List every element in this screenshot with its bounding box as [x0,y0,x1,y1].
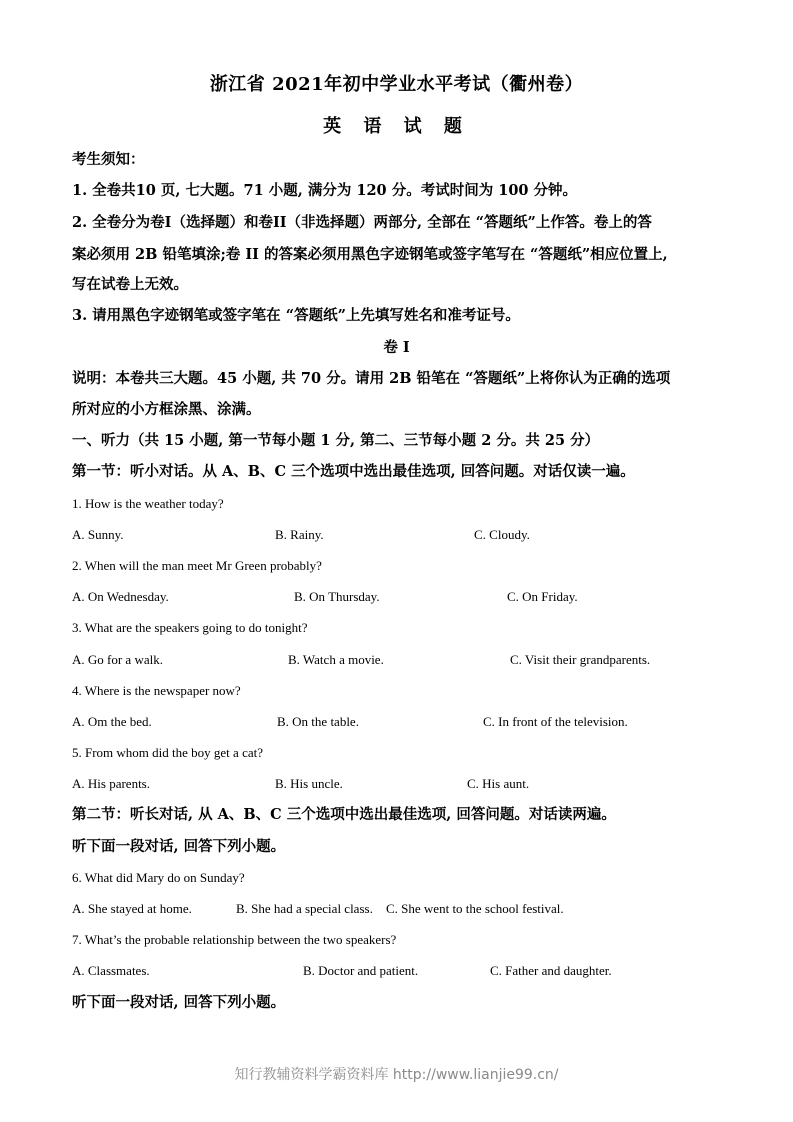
part1-heading: 第一节：听小对话。从 A、B、C 三个选项中选出最佳选项, 回答问题。对话仅读一遍。 [72,463,635,480]
listen-instruction: 听下面一段对话, 回答下列小题。 [72,838,286,855]
exam-subtitle: 英 语 试 题 [323,116,470,137]
question-1: 1. How is the weather today? [72,496,224,511]
q4-option-a: A. Om the bed. [72,714,152,729]
volume-desc-1: 说明：本卷共三大题。45 小题, 共 70 分。请用 2B 铅笔在 “答题纸”上将你认为正确的选项 [72,370,671,387]
q2-option-c: C. On Friday. [507,589,578,604]
notice-heading: 考生须知： [72,151,145,168]
q6-option-c: C. She went to the school festival. [386,901,564,916]
volume-desc-2: 所对应的小方框涂黑、涂满。 [72,401,261,418]
question-4: 4. Where is the newspaper now? [72,683,241,698]
q5-option-a: A. His parents. [72,776,150,791]
q3-option-c: C. Visit their grandparents. [510,652,651,667]
notice-line-2: 2. 全卷分为卷I（选择题）和卷II（非选择题）两部分, 全部在 “答题纸”上作答。卷上的答 [72,214,652,231]
q6-option-a: A. She stayed at home. [72,901,192,916]
q1-option-c: C. Cloudy. [474,527,530,542]
question-6: 6. What did Mary do on Sunday? [72,870,245,885]
q5-option-b: B. His uncle. [275,776,343,791]
notice-line-4: 写在试卷上无效。 [72,276,188,293]
notice-line-1: 1. 全卷共10 页, 七大题。71 小题, 满分为 120 分。考试时间为 100 分钟。 [72,182,578,199]
notice-line-5: 3. 请用黑色字迹钢笔或签字笔在 “答题纸”上先填写姓名和准考证号。 [72,307,520,324]
listen-instruction-2: 听下面一段对话, 回答下列小题。 [72,994,286,1011]
q4-option-c: C. In front of the television. [483,714,628,729]
footer-watermark: 知行教辅资料学霸资料库 http://www.lianjie99.cn/ [234,1067,559,1083]
q3-option-a: A. Go for a walk. [72,652,163,667]
question-2: 2. When will the man meet Mr Green probably? [72,558,322,573]
q7-option-b: B. Doctor and patient. [303,963,419,978]
q1-option-a: A. Sunny. [72,527,124,542]
volume-label: 卷 I [383,339,410,356]
q5-option-c: C. His aunt. [467,776,530,791]
q7-option-a: A. Classmates. [72,963,150,978]
part2-heading: 第二节：听长对话, 从 A、B、C 三个选项中选出最佳选项, 回答问题。对话读两遍。 [72,806,616,823]
question-3: 3. What are the speakers going to do tonight? [72,620,308,635]
exam-title: 浙江省 2021年初中学业水平考试（衢州卷） [209,74,584,95]
question-7: 7. What’s the probable relationship between the two speakers? [72,932,397,947]
notice-line-3: 案必须用 2B 铅笔填涂;卷 II 的答案必须用黑色字迹钢笔或签字笔写在 “答题纸”相应位置上, [72,246,668,263]
q6-option-b: B. She had a special class. [236,901,373,916]
q4-option-b: B. On the table. [277,714,359,729]
section-heading: 一、听力（共 15 小题, 第一节每小题 1 分, 第二、三节每小题 2 分。共 25 分） [72,432,600,449]
q3-option-b: B. Watch a movie. [288,652,384,667]
q7-option-c: C. Father and daughter. [490,963,612,978]
q1-option-b: B. Rainy. [275,527,324,542]
q2-option-a: A. On Wednesday. [72,589,169,604]
question-5: 5. From whom did the boy get a cat? [72,745,263,760]
q2-option-b: B. On Thursday. [294,589,380,604]
